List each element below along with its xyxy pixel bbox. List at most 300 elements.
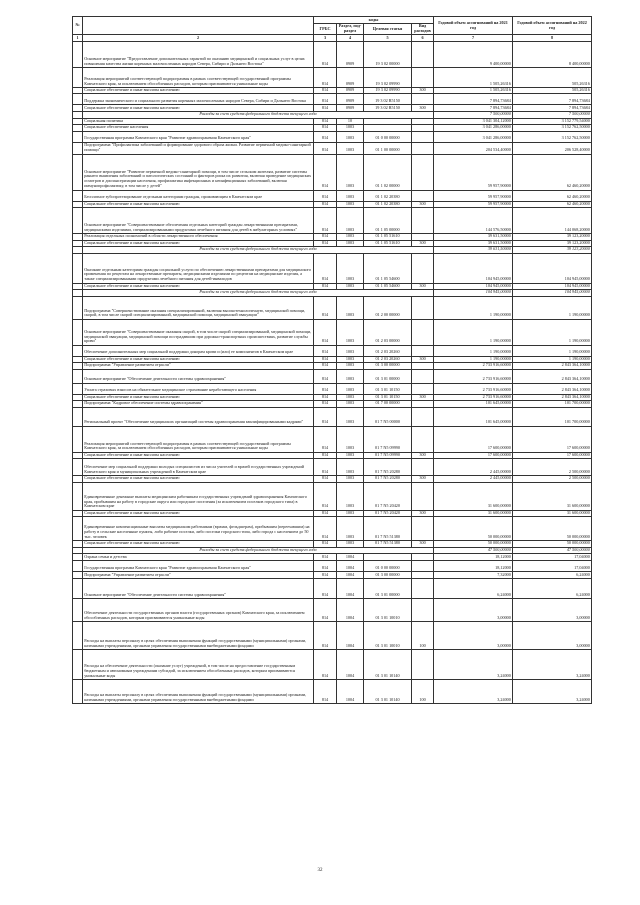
item-name: Социальное обеспечение и иные выплаты населению (83, 476, 314, 483)
item-name: Обеспечение дополнительных мер социальной поддержки донорам крови и (или) ее компонентов в Камчатском крае (83, 345, 314, 356)
item-name: Социальное обеспечение и иные выплаты населению (83, 201, 314, 208)
target-article-cell: 01 3 01 10140 (364, 649, 412, 679)
table-row (73, 319, 592, 345)
amount-2021: 39 631,50000 (434, 247, 513, 254)
amount-2021: 104 945,00000 (434, 283, 513, 290)
colnum-4: 4 (337, 35, 364, 42)
target-article-cell: 01 3 01 00000 (364, 578, 412, 598)
target-article-cell: 01 1 02 20380 (364, 190, 412, 201)
amount-2021: 3 041 304,12000 (434, 118, 513, 125)
item-name: Социальная политика (83, 118, 314, 125)
target-article-cell: 01 1 05 51610 (364, 240, 412, 247)
amount-2021: 31 600,00000 (434, 510, 513, 517)
funding-note-text: Расходы за счет средств федерального бюджета текущего года (83, 290, 434, 297)
razdel-cell: 1003 (337, 482, 364, 510)
target-article-cell: 01 1 05 51610 (364, 234, 412, 241)
table-row (73, 154, 592, 190)
amount-2022: 2 843 364,10000 (513, 369, 592, 383)
amount-2021: 50 000,00000 (434, 541, 513, 548)
amount-2021: 2 445,00000 (434, 476, 513, 483)
grbs-cell: 814 (314, 571, 337, 578)
grbs-cell: 814 (314, 517, 337, 541)
item-name: Социальное обеспечение и иные выплаты населению (83, 452, 314, 459)
item-name: Расходы на выплаты персоналу в целях обеспечения выполнения функций государственными (муниципальными) органами, казенными учреждениями, органами управления государственными внебюджетными фондами (83, 679, 314, 703)
amount-2021: 104 945,00000 (434, 290, 513, 297)
table-row (73, 369, 592, 383)
table-row (73, 621, 592, 649)
amount-2021: 18,12000 (434, 560, 513, 571)
grbs-cell: 814 (314, 356, 337, 363)
expense-type-cell (412, 67, 434, 87)
grbs-cell: 814 (314, 510, 337, 517)
item-name: Основное мероприятие "Обеспечение деятельности системы здравоохранения" (83, 578, 314, 598)
razdel-cell: 1003 (337, 142, 364, 154)
expense-type-cell (412, 142, 434, 154)
razdel-cell: 1003 (337, 154, 364, 190)
razdel-cell: 1003 (337, 283, 364, 290)
item-name: Государственная программа Камчатского края "Развитие здравоохранения Камчатского края" (83, 560, 314, 571)
amount-2022: 144 068,20000 (513, 208, 592, 234)
page-number: 32 (317, 868, 323, 873)
expense-type-cell (412, 578, 434, 598)
grbs-cell: 814 (314, 201, 337, 208)
col-name-header (83, 17, 314, 35)
amount-2021: 2 445,00000 (434, 459, 513, 476)
table-row (73, 517, 592, 541)
grbs-cell: 814 (314, 41, 337, 67)
razdel-cell: 1004 (337, 621, 364, 649)
target-article-cell: 01 1 02 00000 (364, 154, 412, 190)
codes-header: коды (314, 17, 434, 24)
razdel-cell: 10 (337, 118, 364, 125)
razdel-cell: 1004 (337, 554, 364, 561)
num-cell (73, 571, 83, 578)
amount-2021: 59 957,90000 (434, 201, 513, 208)
grbs-cell: 814 (314, 394, 337, 401)
amount-2022: 39 123,20000 (513, 240, 592, 247)
item-name: Социальное обеспечение и иные выплаты населению (83, 283, 314, 290)
year-2022-header: Годовой объем ассигнований на 2022 год (513, 17, 592, 35)
target-article-cell: 01 0 00 00000 (364, 560, 412, 571)
grbs-cell: 814 (314, 87, 337, 94)
amount-2021: 47 500,00000 (434, 547, 513, 554)
expense-type-cell (412, 517, 434, 541)
target-article-cell: 01 7 N5 20280 (364, 476, 412, 483)
razdel-cell: 1003 (337, 131, 364, 142)
razdel-cell: 1003 (337, 190, 364, 201)
amount-2022: 3,00000 (513, 598, 592, 621)
colnum-3: 3 (314, 35, 337, 42)
num-cell (73, 578, 83, 598)
amount-2022: 50 000,00000 (513, 517, 592, 541)
item-name: Социальное обеспечение и иные выплаты населению (83, 541, 314, 548)
funding-note-row (73, 547, 592, 554)
num-cell (73, 560, 83, 571)
target-article-cell: 01 0 00 00000 (364, 131, 412, 142)
item-name: Обеспечение мер социальной поддержки молодых специалистов из числа учителей и врачей государственных учреждений Камчатского края и муниципальных учреждений в Камчатском крае (83, 459, 314, 476)
amount-2021: 3,24000 (434, 649, 513, 679)
razdel-cell: 0909 (337, 67, 364, 87)
item-name: Единовременные компенсационные выплаты медицинским работникам (врачам, фельдшерам), прибывшим (переехавшим) на работу в сельские населенные пункты, либо рабочие поселки, либо поселки городского типа, либо города с населением до 50 тыс. человек (83, 517, 314, 541)
target-article-cell: 01 7 N5 20420 (364, 482, 412, 510)
grbs-cell: 814 (314, 345, 337, 356)
amount-2022: 62 460,20000 (513, 154, 592, 190)
grbs-cell: 814 (314, 401, 337, 408)
item-name: Основное мероприятие "Совершенствование обеспечения отдельных категорий граждан лекарственными препаратами, медицинскими изделиями, специализированными продуктами лечебного питания для детей в амбулаторных условиях" (83, 208, 314, 234)
target-article-cell: 01 3 00 00000 (364, 571, 412, 578)
grbs-cell: 814 (314, 131, 337, 142)
amount-2022: 39 123,20000 (513, 234, 592, 241)
amount-2022: 31 600,00000 (513, 510, 592, 517)
amount-2022: 6,24000 (513, 578, 592, 598)
target-article-cell: 01 2 03 20260 (364, 356, 412, 363)
funding-note-text: Расходы за счет средств федерального бюджета текущего года (83, 111, 434, 118)
target-article-cell: 01 1 05 54600 (364, 283, 412, 290)
target-article-cell: 01 3 01 00000 (364, 369, 412, 383)
num-cell (73, 426, 83, 452)
amount-2022: 1 190,00000 (513, 296, 592, 319)
amount-2022: 505,26316 (513, 67, 592, 87)
item-name: Социальное обеспечение и иные выплаты населению (83, 510, 314, 517)
amount-2021: 17 600,00000 (434, 452, 513, 459)
razdel-cell: 1004 (337, 598, 364, 621)
target-article-header: Целевая статья (364, 24, 412, 35)
amount-2021: 3,00000 (434, 598, 513, 621)
grbs-cell: 814 (314, 482, 337, 510)
item-name: Единовременные денежные выплаты медицинским работникам государственных учреждений здравоохранения Камчатского края, прибывшим на работу в городские округа или городские поселения (за исключением поселков городского типа) в Камчатском крае (83, 482, 314, 510)
razdel-cell: 1004 (337, 649, 364, 679)
amount-2021: 2 733 916,60000 (434, 369, 513, 383)
item-name: Социальное обеспечение и иные выплаты населению (83, 356, 314, 363)
razdel-cell: 1003 (337, 369, 364, 383)
amount-2021: 104 945,00000 (434, 253, 513, 283)
amount-2022: 2 843 364,10000 (513, 394, 592, 401)
amount-2021: 1 190,00000 (434, 345, 513, 356)
expense-type-cell (412, 345, 434, 356)
amount-2022: 7 500,00000 (513, 111, 592, 118)
table-row (73, 253, 592, 283)
razdel-cell: 1003 (337, 459, 364, 476)
amount-2021: 59 957,90000 (434, 190, 513, 201)
razdel-cell: 0909 (337, 105, 364, 112)
razdel-cell: 1003 (337, 517, 364, 541)
amount-2022: 104 945,00000 (513, 283, 592, 290)
expense-type-cell: 300 (412, 510, 434, 517)
amount-2022: 2 843 364,10000 (513, 363, 592, 370)
razdel-cell: 1003 (337, 296, 364, 319)
item-name: Региональный проект "Обеспечение медицинских организаций системы здравоохранения квалифицированными кадрами" (83, 407, 314, 426)
num-cell (73, 131, 83, 142)
razdel-cell: 0909 (337, 94, 364, 105)
expense-type-cell: 300 (412, 356, 434, 363)
num-cell (73, 94, 83, 105)
amount-2022: 39 123,20000 (513, 247, 592, 254)
num-cell (73, 598, 83, 621)
grbs-cell: 814 (314, 383, 337, 394)
expense-type-cell (412, 598, 434, 621)
amount-2021: 7 500,00000 (434, 111, 513, 118)
funding-note-row (73, 111, 592, 118)
amount-2022: 1 190,00000 (513, 345, 592, 356)
num-cell (73, 41, 83, 67)
expense-type-cell: 300 (412, 240, 434, 247)
item-name: Обеспечение деятельности государственных органов власти (государственных органов) Камчатского края, за исключением обособленных расходов, которым присваиваются уникальные коды (83, 598, 314, 621)
razdel-cell: 1004 (337, 578, 364, 598)
grbs-cell: 814 (314, 125, 337, 132)
amount-2021: 1 505,26316 (434, 67, 513, 87)
num-cell (73, 296, 83, 319)
amount-2021: 3 041 286,00000 (434, 125, 513, 132)
amount-2021: 101 645,00000 (434, 401, 513, 408)
razdel-cell: 1004 (337, 560, 364, 571)
grbs-header: ГРБС (314, 24, 337, 35)
razdel-cell: 1003 (337, 208, 364, 234)
razdel-cell: 1003 (337, 240, 364, 247)
funding-note-row (73, 247, 592, 254)
target-article-cell: 01 3 01 10150 (364, 383, 412, 394)
amount-2022: 1 190,00000 (513, 356, 592, 363)
num-cell (73, 407, 83, 426)
amount-2022: 62 460,20000 (513, 190, 592, 201)
amount-2022: 3 152 762,50000 (513, 125, 592, 132)
amount-2021: 18,12000 (434, 554, 513, 561)
grbs-cell: 814 (314, 94, 337, 105)
item-name: Оказание отдельным категориям граждан социальной услуги по обеспечению лекарственными препаратами для медицинского применения по рецептам на лекарственные препараты, медицинскими изделиями по рецептам на медицинские изделия, а также специализированными продуктами лечебного питания для детей-инвалидов (83, 253, 314, 283)
num-cell (73, 383, 83, 394)
grbs-cell: 814 (314, 369, 337, 383)
amount-2022: 104 945,00000 (513, 253, 592, 283)
amount-2022: 104 945,00000 (513, 290, 592, 297)
expense-type-cell (412, 383, 434, 394)
grbs-cell: 814 (314, 541, 337, 548)
amount-2021: 50 000,00000 (434, 517, 513, 541)
expense-type-cell (412, 459, 434, 476)
razdel-cell: 1003 (337, 510, 364, 517)
target-article-cell: 01 2 03 00000 (364, 319, 412, 345)
expense-type-cell (412, 296, 434, 319)
col-num-header: № (73, 17, 83, 35)
grbs-cell: 814 (314, 476, 337, 483)
item-name: Реализация отдельных полномочий в области лекарственного обеспечения (83, 234, 314, 241)
amount-2022: 7 894,73684 (513, 105, 592, 112)
razdel-cell: 1003 (337, 253, 364, 283)
razdel-cell: 1003 (337, 356, 364, 363)
expense-type-cell (412, 94, 434, 105)
table-row (73, 131, 592, 142)
target-article-cell: 19 3 02 R5150 (364, 105, 412, 112)
item-name: Основное мероприятие "Предоставление дополнительных гарантий по оказанию медицинской и социальных услуг в целях повышения качества жизни коренных малочисленных народов Севера, Сибири и Дальнего Востока" (83, 41, 314, 67)
expense-type-cell (412, 560, 434, 571)
grbs-cell: 814 (314, 319, 337, 345)
target-article-cell: 19 3 02 00000 (364, 41, 412, 67)
item-name: Подпрограмма "Профилактика заболеваний и формирование здорового образа жизни. Развитие первичной медико-санитарной помощи" (83, 142, 314, 154)
amount-2022: 62 460,20000 (513, 201, 592, 208)
num-cell (73, 459, 83, 476)
item-name: Подпрограмма "Совершенствование оказания специализированной, включая высокотехнологичную, медицинской помощи, скорой, в том числе скорой специализированной, медицинской помощи, медицинской эвакуации" (83, 296, 314, 319)
target-article-cell: 19 3 02 09990 (364, 67, 412, 87)
expense-type-cell (412, 41, 434, 67)
item-name: Основное мероприятие "Совершенствование оказания скорой, в том числе скорой специализированной, медицинской помощи, медицинской эвакуации, медицинской помощи пострадавшим при дорожно-транспортных происшествиях, развитие службы крови" (83, 319, 314, 345)
razdel-cell: 1004 (337, 679, 364, 703)
num-cell (73, 482, 83, 510)
grbs-cell: 814 (314, 190, 337, 201)
grbs-cell: 814 (314, 578, 337, 598)
amount-2022: 6,24000 (513, 571, 592, 578)
num-cell (73, 517, 83, 541)
expense-type-cell (412, 369, 434, 383)
expense-type-cell: 100 (412, 679, 434, 703)
target-article-cell: 19 3 02 09990 (364, 87, 412, 94)
num-cell (73, 345, 83, 356)
grbs-cell: 814 (314, 407, 337, 426)
item-name: Социальное обеспечение и иные выплаты населению (83, 105, 314, 112)
table-row (73, 649, 592, 679)
razdel-cell: 1003 (337, 125, 364, 132)
razdel-header: Раздел, под-раздел (337, 24, 364, 35)
grbs-cell: 814 (314, 154, 337, 190)
item-name: Социальное обеспечение и иные выплаты населению (83, 240, 314, 247)
expense-type-header: Вид расходов (412, 24, 434, 35)
amount-2021: 2 733 916,60000 (434, 394, 513, 401)
razdel-cell: 1003 (337, 541, 364, 548)
grbs-cell: 814 (314, 426, 337, 452)
amount-2021: 9 400,00000 (434, 41, 513, 67)
expense-type-cell: 300 (412, 283, 434, 290)
table-row (73, 383, 592, 394)
funding-note-text: Расходы за счет средств федерального бюджета текущего года (83, 547, 434, 554)
table-row (73, 426, 592, 452)
razdel-cell: 1003 (337, 201, 364, 208)
amount-2022: 206 528,40000 (513, 142, 592, 154)
amount-2022: 3 152 779,54000 (513, 118, 592, 125)
razdel-cell: 1003 (337, 345, 364, 356)
item-name: Расходы на обеспечение деятельности (оказание услуг) учреждений, в том числе на предоставление государственным бюджетным и автономным учреждениям субсидий, за исключением обособленных расходов, которым присваиваются уникальные коды (83, 649, 314, 679)
amount-2021: 39 631,50000 (434, 234, 513, 241)
amount-2021: 144 576,50000 (434, 208, 513, 234)
razdel-cell: 1003 (337, 452, 364, 459)
grbs-cell: 814 (314, 105, 337, 112)
table-body (73, 41, 592, 703)
num-cell (73, 67, 83, 87)
amount-2022: 101 700,00000 (513, 401, 592, 408)
amount-2022: 17,04000 (513, 560, 592, 571)
grbs-cell: 814 (314, 621, 337, 649)
funding-note-row (73, 290, 592, 297)
amount-2021: 1 190,00000 (434, 296, 513, 319)
amount-2022: 31 600,00000 (513, 482, 592, 510)
item-name: Подпрограмма "Управление развитием отрасли" (83, 363, 314, 370)
grbs-cell: 814 (314, 560, 337, 571)
expense-type-cell (412, 407, 434, 426)
expense-type-cell (412, 190, 434, 201)
table-row (73, 94, 592, 105)
amount-2021: 3 041 286,00000 (434, 131, 513, 142)
amount-2021: 7,32000 (434, 571, 513, 578)
item-name: Подпрограмма "Кадровое обеспечение системы здравоохранения" (83, 401, 314, 408)
table-row (73, 345, 592, 356)
table-row (73, 208, 592, 234)
num-cell (73, 253, 83, 283)
razdel-cell: 1003 (337, 394, 364, 401)
amount-2021: 7 894,73684 (434, 105, 513, 112)
grbs-cell: 814 (314, 554, 337, 561)
amount-2021: 39 631,50000 (434, 240, 513, 247)
target-article-cell: 01 2 03 20260 (364, 345, 412, 356)
amount-2022: 3,00000 (513, 621, 592, 649)
num-cell (73, 290, 83, 297)
table-row (73, 482, 592, 510)
table-row (73, 190, 592, 201)
razdel-cell: 1003 (337, 476, 364, 483)
expense-type-cell (412, 571, 434, 578)
amount-2022: 3,24000 (513, 679, 592, 703)
amount-2022: 505,26316 (513, 87, 592, 94)
table-row (73, 598, 592, 621)
table-row (73, 142, 592, 154)
num-cell (73, 547, 83, 554)
target-article-cell: 01 7 N5 20420 (364, 510, 412, 517)
amount-2022: 3,24000 (513, 649, 592, 679)
grbs-cell: 814 (314, 679, 337, 703)
expense-type-cell (412, 319, 434, 345)
target-article-cell: 01 1 00 00000 (364, 142, 412, 154)
expense-type-cell (412, 208, 434, 234)
amount-2022: 7 894,73684 (513, 94, 592, 105)
amount-2022: 2 843 364,10000 (513, 383, 592, 394)
grbs-cell: 814 (314, 363, 337, 370)
amount-2022: 17 600,00000 (513, 426, 592, 452)
num-cell (73, 247, 83, 254)
item-name: Основное мероприятие "Обеспечение деятельности системы здравоохранения" (83, 369, 314, 383)
razdel-cell: 1004 (337, 571, 364, 578)
razdel-cell: 1003 (337, 363, 364, 370)
item-name: Уплата страховых взносов на обязательное медицинское страхование неработающего населения (83, 383, 314, 394)
funding-note-text: Расходы за счет средств федерального бюджета текущего года (83, 247, 434, 254)
table-row (73, 407, 592, 426)
num-cell (73, 679, 83, 703)
expense-type-cell (412, 253, 434, 283)
expense-type-cell: 300 (412, 201, 434, 208)
target-article-cell: 01 3 01 10140 (364, 679, 412, 703)
razdel-cell: 1003 (337, 383, 364, 394)
item-name: Социальное обеспечение и иные выплаты населению (83, 394, 314, 401)
num-cell (73, 649, 83, 679)
amount-2021: 1 190,00000 (434, 319, 513, 345)
item-name: Основное мероприятие "Развитие первичной медико-санитарной помощи, в том числе сельским жителям, развитие системы раннего выявления заболеваний и патологических состояний и факторов риска их развития, включая проведение медицинских осмотров и диспансеризации населения, профилактика инфекционных и неинфекционных заболеваний, включая иммунопрофилактику, в том числе у детей" (83, 154, 314, 190)
grbs-cell: 814 (314, 118, 337, 125)
target-article-cell: 19 3 02 R5150 (364, 94, 412, 105)
year-2021-header: Годовой объем ассигнований на 2021 год (434, 17, 513, 35)
table-row (73, 578, 592, 598)
amount-2021: 6,24000 (434, 578, 513, 598)
item-name: Бесплатное зубопротезирование отдельным категориям граждан, проживающим в Камчатском крае (83, 190, 314, 201)
target-article-cell: 01 7 N5 20280 (364, 459, 412, 476)
table-row (73, 679, 592, 703)
num-cell (73, 369, 83, 383)
item-name: Государственная программа Камчатского края "Развитие здравоохранения Камчатского края" (83, 131, 314, 142)
expense-type-cell: 300 (412, 87, 434, 94)
item-name: Поддержка экономического и социального развития коренных малочисленных народов Севера, Сибири и Дальнего Востока (83, 94, 314, 105)
target-article-cell: 01 7 N5 51380 (364, 517, 412, 541)
amount-2022: 17,04000 (513, 554, 592, 561)
grbs-cell: 814 (314, 452, 337, 459)
table-row (73, 571, 592, 578)
grbs-cell: 814 (314, 234, 337, 241)
table-header (73, 17, 592, 42)
amount-2022: 2 500,00000 (513, 459, 592, 476)
budget-table-sheet (72, 16, 591, 704)
num-cell (73, 154, 83, 190)
